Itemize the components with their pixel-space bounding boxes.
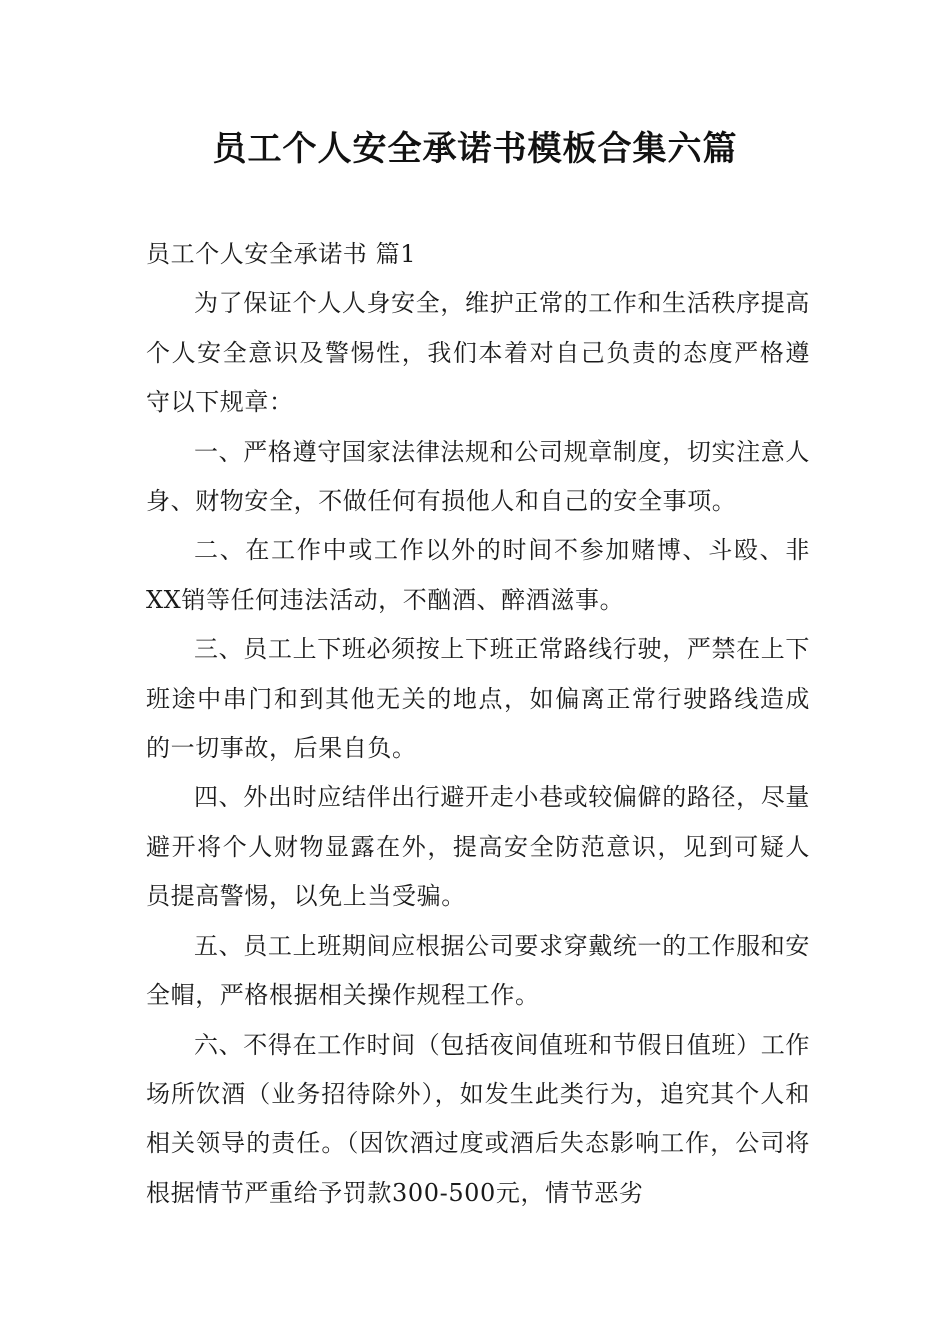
- paragraph-rule-2: 二、在工作中或工作以外的时间不参加赌博、斗殴、非XX销等任何违法活动，不酗酒、醉酒滋事。: [146, 536, 810, 614]
- paragraph-rule-4: 四、外出时应结伴出行避开走小巷或较偏僻的路径，尽量避开将个人财物显露在外，提高安全防范意识，见到可疑人员提高警惕，以免上当受骗。: [146, 783, 810, 911]
- section-heading: 员工个人安全承诺书 篇1: [146, 240, 417, 268]
- document-body: [146, 230, 810, 1218]
- paragraph-rule-3: 三、员工上下班必须按上下班正常路线行驶，严禁在上下班途中串门和到其他无关的地点，如偏离正常行驶路线造成的一切事故，后果自负。: [146, 635, 810, 763]
- paragraph-rule-1: 一、严格遵守国家法律法规和公司规章制度，切实注意人身、财物安全，不做任何有损他人和自己的安全事项。: [146, 437, 810, 516]
- paragraph-rule-6: 六、不得在工作时间（包括夜间值班和节假日值班）工作场所饮酒（业务招待除外），如发生此类行为，追究其个人和相关领导的责任。（因饮酒过度或酒后失态影响工作，公司将根据情节严重给予罚款300-500元，情节恶劣: [146, 1030, 810, 1207]
- document-title: 员工个人安全承诺书模板合集六篇: [212, 129, 738, 169]
- paragraph-intro: 为了保证个人人身安全，维护正常的工作和生活秩序提高个人安全意识及警惕性，我们本着对自己负责的态度严格遵守以下规章：: [146, 289, 810, 417]
- paragraph-rule-5: 五、员工上班期间应根据公司要求穿戴统一的工作服和安全帽，严格根据相关操作规程工作。: [146, 931, 810, 1010]
